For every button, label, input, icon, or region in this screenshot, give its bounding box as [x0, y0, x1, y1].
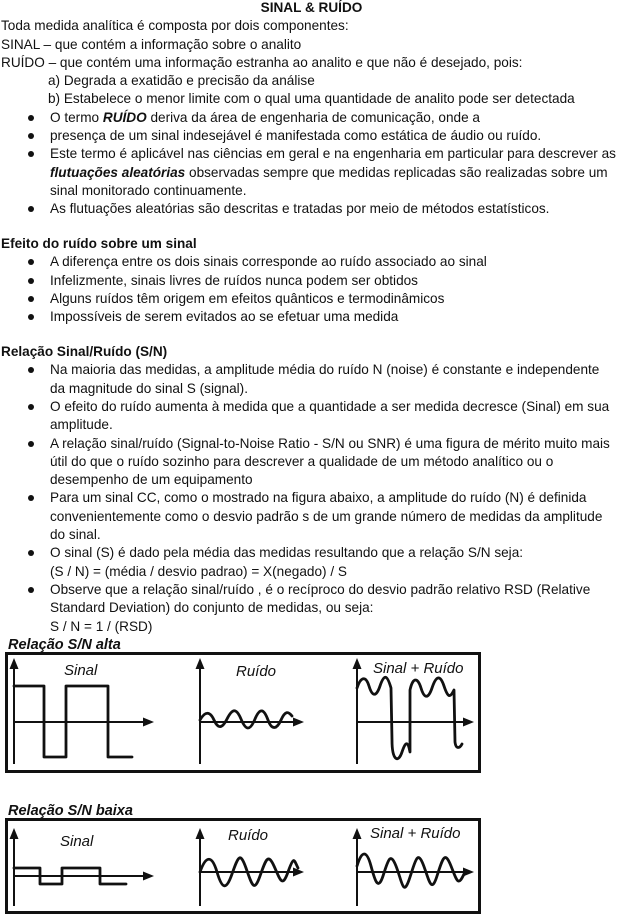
list-item	[0, 308, 623, 326]
panel-label-signal-plus-noise: Sinal + Ruído	[373, 660, 464, 677]
bullet-text: A diferença entre os dois sinais corresponde ao ruído associado ao sinal	[50, 254, 487, 270]
list-item	[0, 290, 623, 308]
panel-label-noise: Ruído	[236, 663, 277, 680]
list-item	[0, 398, 623, 416]
panel-label-signal-plus-noise: Sinal + Ruído	[370, 825, 461, 842]
figure-high-snr	[7, 637, 480, 772]
bullet-icon	[28, 550, 34, 556]
bullet-text: Este termo é aplicável nas ciências em geral e na engenharia em particular para descrever as	[50, 146, 616, 162]
signal-noise-figure	[0, 630, 490, 919]
section-heading-relacao: Relação Sinal/Ruído (S/N)	[1, 344, 168, 360]
bullet-text: Alguns ruídos têm origem em efeitos quânticos e termodinâmicos	[50, 290, 445, 306]
y-axis-arrow-icon	[353, 658, 362, 669]
bullet-icon	[28, 133, 34, 139]
bullet-text: presença de um sinal indesejável é manifestada como estática de áudio ou ruído.	[50, 128, 542, 144]
bullet-text: A relação sinal/ruído (Signal-to-Noise Ratio - S/N ou SNR) é uma figura de mérito muito mais	[50, 435, 610, 451]
bullet-icon	[28, 206, 34, 212]
bullet-icon	[28, 495, 34, 501]
bullet-continuation: sinal monitorado continuamente.	[50, 182, 247, 198]
bullet-flutuacoes-estatisticas	[0, 200, 623, 218]
panel-label-signal: Sinal	[60, 833, 94, 850]
panel-label-noise: Ruído	[228, 827, 269, 844]
list-item	[0, 361, 623, 379]
page-title: SINAL & RUÍDO	[260, 0, 363, 15]
bullet-text: deriva da área de engenharia de comunicação, onde a	[146, 109, 480, 125]
signal-plus-noise-wave	[357, 677, 462, 759]
intro-ruido-definition: RUÍDO – que contém uma informação estranha ao analito e que não é desejado, pois:	[1, 54, 523, 70]
y-axis-arrow-icon	[353, 828, 362, 839]
intro-item-a: a) Degrada a exatidão e precisão da análise	[48, 73, 315, 89]
emphasis-flutuacoes: flutuações aleatórias	[50, 164, 186, 180]
list-item	[0, 544, 623, 562]
bullet-text: Impossíveis de serem evitados ao se efetuar uma medida	[50, 309, 399, 325]
formula-line: S / N = 1 / (RSD)	[50, 618, 153, 634]
panel-noise	[196, 658, 305, 764]
list-item	[0, 253, 623, 271]
bullet-text: Observe que a relação sinal/ruído , é o recíproco do desvio padrão relativo RSD (Relative	[50, 581, 591, 597]
figure-caption: Relação S/N alta	[8, 637, 121, 653]
bullet-continuation: da magnitude do sinal S (signal).	[50, 380, 248, 396]
bullet-icon	[28, 278, 34, 284]
panel-signal	[10, 658, 155, 764]
bullet-presenca-sinal	[0, 127, 623, 145]
spacer	[0, 327, 623, 344]
x-axis-arrow-icon	[463, 718, 474, 727]
list-item	[0, 272, 623, 290]
formula-line: (S / N) = (média / desvio padrao) = X(negado) / S	[50, 563, 347, 579]
bullet-icon	[28, 259, 34, 265]
panel-signal	[10, 828, 155, 906]
bullet-continuation: do sinal.	[50, 527, 101, 543]
bullet-icon	[28, 404, 34, 410]
bullet-continuation	[0, 164, 623, 182]
panel-signal-plus-noise	[353, 658, 475, 764]
noise-wave	[200, 711, 292, 728]
bullet-icon	[28, 151, 34, 157]
x-axis-arrow-icon	[143, 872, 154, 881]
y-axis-arrow-icon	[196, 658, 205, 669]
intro-item-b: b) Estabelece o menor limite com o qual uma quantidade de analito pode ser detectada	[48, 91, 575, 107]
bullet-text: O sinal (S) é dado pela média das medidas resultando que a relação S/N seja:	[50, 545, 524, 561]
bullet-text: Para um sinal CC, como o mostrado na figura abaixo, a amplitude do ruído (N) é definida	[50, 490, 587, 506]
bullet-text: observadas sempre que medidas replicadas são realizadas sobre um	[185, 164, 608, 180]
list-item	[0, 489, 623, 507]
bullet-text: Infelizmente, sinais livres de ruídos nunca podem ser obtidos	[50, 272, 418, 288]
bullet-icon	[28, 441, 34, 447]
bullet-termo-aplicavel	[0, 145, 623, 163]
bullet-icon	[28, 314, 34, 320]
bullet-text: O efeito do ruído aumenta à medida que a quantidade a ser medida decresce (Sinal) em sua	[50, 398, 610, 414]
bullet-continuation: amplitude.	[50, 417, 113, 433]
panel-noise	[196, 827, 305, 906]
x-axis-arrow-icon	[143, 718, 154, 727]
bullet-continuation: desempenho de um equipamento	[50, 472, 253, 488]
figure-caption: Relação S/N baixa	[8, 803, 133, 819]
y-axis-arrow-icon	[10, 828, 19, 839]
bullet-icon	[28, 115, 34, 121]
figure-low-snr	[7, 803, 480, 913]
bullet-text: Na maioria das medidas, a amplitude média do ruído N (noise) é constante e independente	[50, 362, 600, 378]
spacer	[0, 219, 623, 236]
bullet-icon	[28, 296, 34, 302]
list-item	[0, 581, 623, 599]
intro-lead: Toda medida analítica é composta por dois componentes:	[1, 18, 349, 34]
bullet-icon	[28, 367, 34, 373]
bullet-text: As flutuações aleatórias são descritas e tratadas por meio de métodos estatísticos.	[50, 201, 550, 217]
y-axis-arrow-icon	[10, 658, 19, 669]
signal-plus-noise-wave	[357, 854, 464, 887]
list-item	[0, 435, 623, 453]
x-axis-arrow-icon	[293, 718, 304, 727]
emphasis-ruido: RUÍDO	[102, 109, 147, 125]
bullet-continuation: convenientemente como o desvio padrão s de um grande número de medidas da amplitude	[50, 508, 603, 524]
bullet-continuation: útil do que o ruído sozinho para descrever a qualidade de um método analítico ou o	[50, 453, 554, 469]
y-axis-arrow-icon	[196, 828, 205, 839]
bullet-termo-ruido	[0, 109, 623, 127]
section-heading-efeito: Efeito do ruído sobre um sinal	[1, 236, 197, 252]
panel-label-signal: Sinal	[64, 662, 98, 679]
intro-sinal-definition: SINAL – que contém a informação sobre o analito	[1, 36, 302, 52]
bullet-continuation: Standard Deviation) do conjunto de medidas, ou seja:	[50, 600, 374, 616]
bullet-icon	[28, 587, 34, 593]
panel-signal-plus-noise	[353, 825, 475, 906]
bullet-text: O termo	[50, 109, 103, 125]
